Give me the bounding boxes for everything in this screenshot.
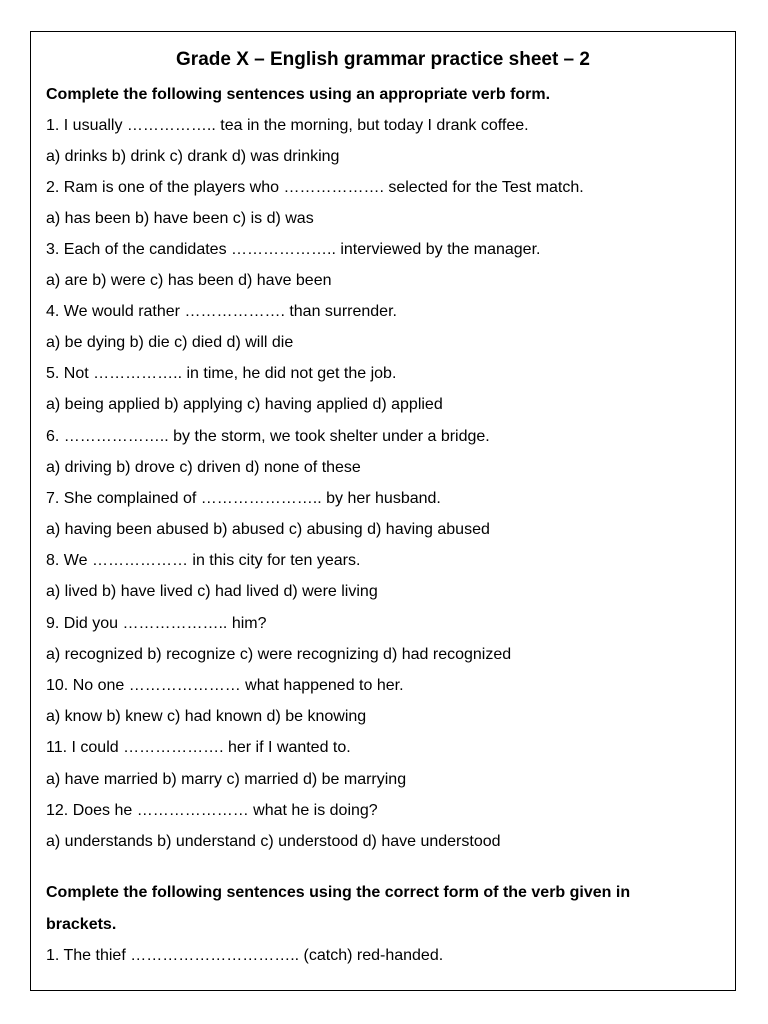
options-4: a) be dying b) die c) died d) will die xyxy=(46,334,294,351)
page-title: Grade X – English grammar practice sheet – 2 xyxy=(176,49,590,70)
options-2: a) has been b) have been c) is d) was xyxy=(46,210,314,227)
section1-instruction: Complete the following sentences using an appropriate verb form. xyxy=(46,86,551,103)
section2-question-1: 1. The thief ………………………….. (catch) red-handed. xyxy=(46,947,444,964)
options-9: a) recognized b) recognize c) were recognizing d) had recognized xyxy=(46,646,512,663)
options-11: a) have married b) marry c) married d) be marrying xyxy=(46,771,407,788)
question-2: 2. Ram is one of the players who ………………. selected for the Test match. xyxy=(46,179,584,196)
question-8: 8. We ……………… in this city for ten years. xyxy=(46,552,361,569)
options-12: a) understands b) understand c) understood d) have understood xyxy=(46,833,501,850)
question-12: 12. Does he ………………… what he is doing? xyxy=(46,802,378,819)
question-6: 6. ……………….. by the storm, we took shelter under a bridge. xyxy=(46,428,490,445)
options-3: a) are b) were c) has been d) have been xyxy=(46,272,332,289)
section2-instruction-line-2: brackets. xyxy=(46,916,117,933)
section2-instruction-line-1: Complete the following sentences using the correct form of the verb given in xyxy=(46,884,631,901)
practice-sheet xyxy=(30,31,736,991)
question-4: 4. We would rather ………………. than surrender. xyxy=(46,303,397,320)
options-8: a) lived b) have lived c) had lived d) were living xyxy=(46,583,378,600)
question-7: 7. She complained of ………………….. by her husband. xyxy=(46,490,441,507)
options-7: a) having been abused b) abused c) abusing d) having abused xyxy=(46,521,490,538)
options-6: a) driving b) drove c) driven d) none of these xyxy=(46,459,361,476)
options-5: a) being applied b) applying c) having applied d) applied xyxy=(46,396,443,413)
question-11: 11. I could ………………. her if I wanted to. xyxy=(46,739,351,756)
question-10: 10. No one ………………… what happened to her. xyxy=(46,677,404,694)
options-10: a) know b) knew c) had known d) be knowing xyxy=(46,708,367,725)
options-1: a) drinks b) drink c) drank d) was drinking xyxy=(46,148,340,165)
question-9: 9. Did you ……………….. him? xyxy=(46,615,267,632)
question-3: 3. Each of the candidates ……………….. interviewed by the manager. xyxy=(46,241,541,258)
question-5: 5. Not …………….. in time, he did not get the job. xyxy=(46,365,397,382)
question-1: 1. I usually …………….. tea in the morning, but today I drank coffee. xyxy=(46,117,529,134)
